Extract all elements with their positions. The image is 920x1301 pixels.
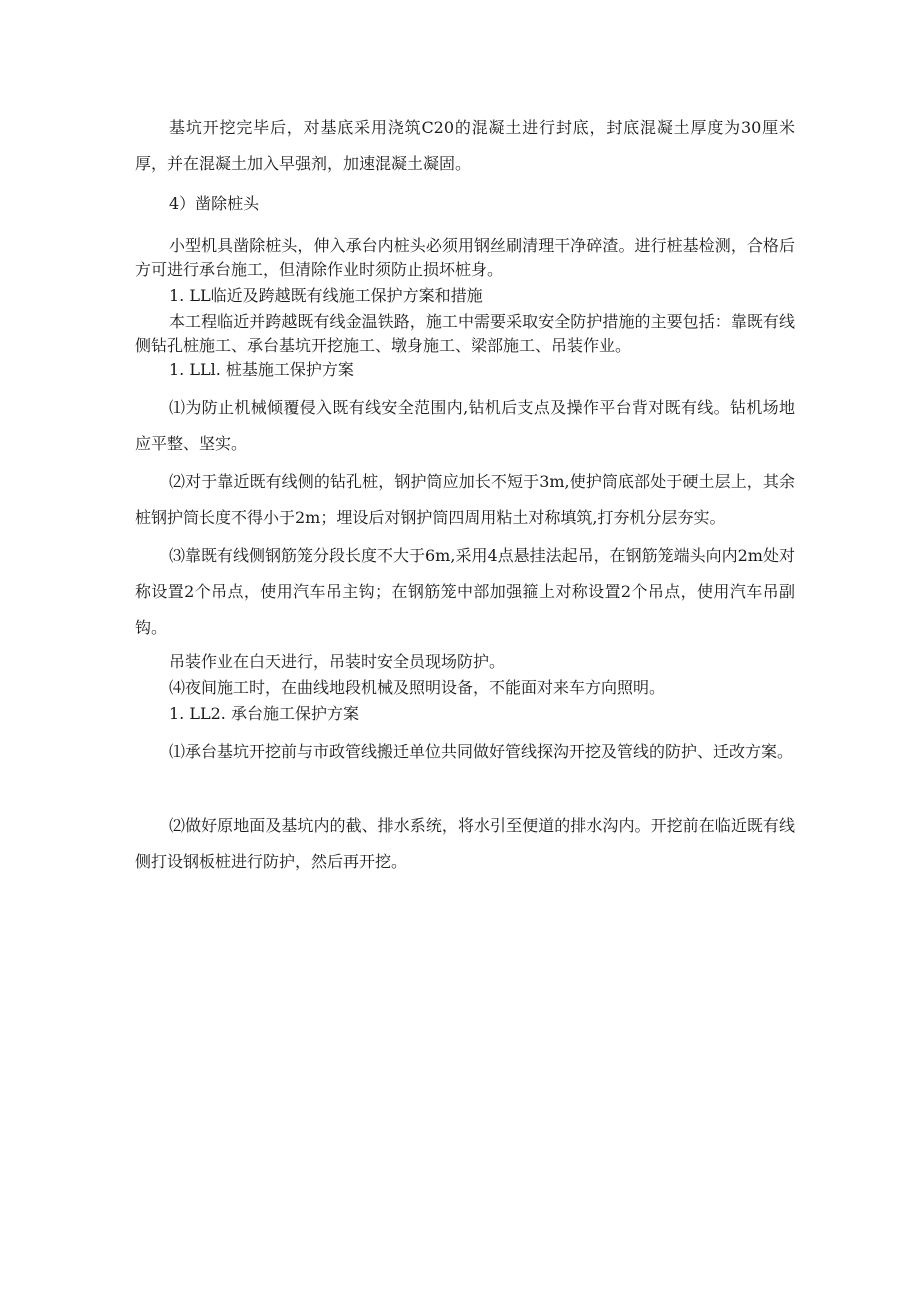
heading-section-protection-measures: 1. LL临近及跨越既有线施工保护方案和措施 — [169, 286, 483, 305]
heading-cap-construction-protection: 1. LL2. 承台施工保护方案 — [169, 704, 359, 723]
heading-pile-foundation-protection: 1. LLl. 桩基施工保护方案 — [169, 360, 354, 379]
paragraph-item-4: ⑷夜间施工时，在曲线地段机械及照明设备，不能面对来车方向照明。 — [169, 678, 666, 697]
heading-pile-head-removal: 4）凿除桩头 — [169, 194, 260, 213]
paragraph-item-2: ⑵对于靠近既有线侧的钻孔桩，钢护筒应加长不短于3m,使护筒底部处于硬土层上，其余桩钢护筒长度不得小于2m；埋设后对钢护筒四周用粘土对称填筑,打夯机分层夯实。 — [135, 472, 795, 527]
paragraph-pile-head-removal: 小型机具凿除桩头，伸入承台内桩头必须用钢丝刷清理干净碎渣。进行桩基检测，合格后方可进行承台施工，但清除作业时须防止损坏桩身。 — [135, 236, 795, 279]
paragraph-cap-item-1: ⑴承台基坑开挖前与市政管线搬迁单位共同做好管线探沟开挖及管线的防护、迁改方案。 — [169, 742, 794, 761]
paragraph-cap-item-2: ⑵做好原地面及基坑内的截、排水系统，将水引至便道的排水沟内。开挖前在临近既有线侧打设钢板桩进行防护，然后再开挖。 — [135, 816, 795, 871]
paragraph-lifting-daytime: 吊装作业在白天进行，吊装时安全员现场防护。 — [169, 652, 506, 671]
paragraph-item-3: ⑶靠既有线侧钢筋笼分段长度不大于6m,采用4点悬挂法起吊，在钢筋笼端头向内2m处对称设置2个吊点，使用汽车吊主钩；在钢筋笼中部加强箍上对称设置2个吊点，使用汽车吊副钩。 — [135, 546, 795, 637]
paragraph-base-sealing: 基坑开挖完毕后，对基底采用浇筑C20的混凝土进行封底，封底混凝土厚度为30厘米厚，并在混凝土加入早强剂，加速混凝土凝固。 — [135, 118, 795, 173]
paragraph-item-1: ⑴为防止机械倾覆侵入既有线安全范围内,钻机后支点及操作平台背对既有线。钻机场地应平整、坚实。 — [135, 398, 795, 453]
paragraph-project-overview: 本工程临近并跨越既有线金温铁路，施工中需要采取安全防护措施的主要包括：靠既有线侧钻孔桩施工、承台基坑开挖施工、墩身施工、梁部施工、吊装作业。 — [135, 312, 795, 355]
